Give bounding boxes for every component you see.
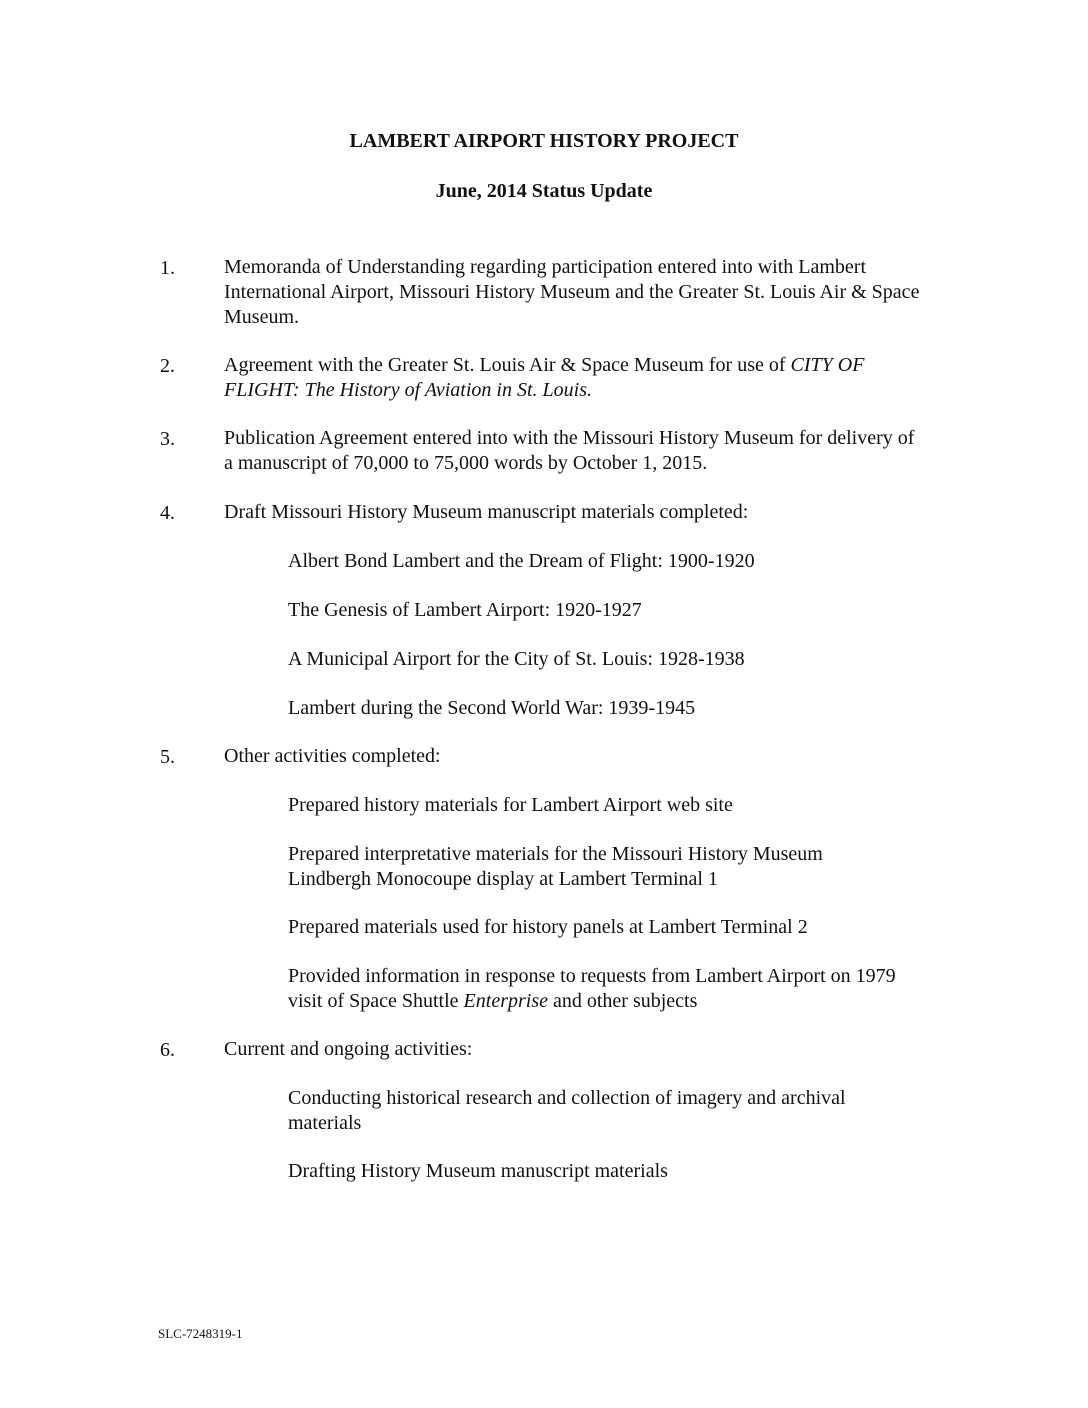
document-subtitle: June, 2014 Status Update [435,180,653,202]
document-title: LAMBERT AIRPORT HISTORY PROJECT [349,130,739,152]
item-number: 5. [160,746,175,768]
item-number: 6. [160,1039,175,1061]
sub-item: Conducting historical research and collection of imagery and archival materials [288,1087,846,1134]
sub-item: Lambert during the Second World War: 1939-1945 [288,697,696,719]
item-text: Memoranda of Understanding regarding participation entered into with Lambert International Airport, Missouri History Museum and the Greater St. Louis Air & Space Museum. [224,256,920,328]
sub-item: Drafting History Museum manuscript materials [288,1160,668,1182]
item-text: Agreement with the Greater St. Louis Air & Space Museum for use of CITY OF FLIGHT: The History of Aviation in St. Louis. [224,354,865,401]
sub-item: A Municipal Airport for the City of St. Louis: 1928-1938 [288,648,745,670]
item-number: 1. [160,257,175,279]
item-number: 2. [160,355,175,377]
book-title: CITY OF FLIGHT: The History of Aviation in St. Louis. [224,354,865,401]
sub-item: The Genesis of Lambert Airport: 1920-1927 [288,599,642,621]
sub-item: Prepared interpretative materials for the Missouri History Museum Lindbergh Monocoupe display at Lambert Terminal 1 [288,843,823,890]
item-text: Other activities completed: [224,745,441,767]
sub-item: Albert Bond Lambert and the Dream of Flight: 1900-1920 [288,550,755,572]
sub-item: Prepared history materials for Lambert Airport web site [288,794,733,816]
item-number: 4. [160,502,175,524]
sub-item: Provided information in response to requests from Lambert Airport on 1979 visit of Space Shuttle Enterprise and other subjects [288,965,896,1012]
item-text: Draft Missouri History Museum manuscript materials completed: [224,501,749,523]
item-text: Publication Agreement entered into with the Missouri History Museum for delivery of a manuscript of 70,000 to 75,000 words by October 1, 2015. [224,427,915,474]
item-text: Current and ongoing activities: [224,1038,473,1060]
sub-item: Prepared materials used for history panels at Lambert Terminal 2 [288,916,808,938]
document-id: SLC-7248319-1 [158,1326,243,1341]
item-number: 3. [160,428,175,450]
